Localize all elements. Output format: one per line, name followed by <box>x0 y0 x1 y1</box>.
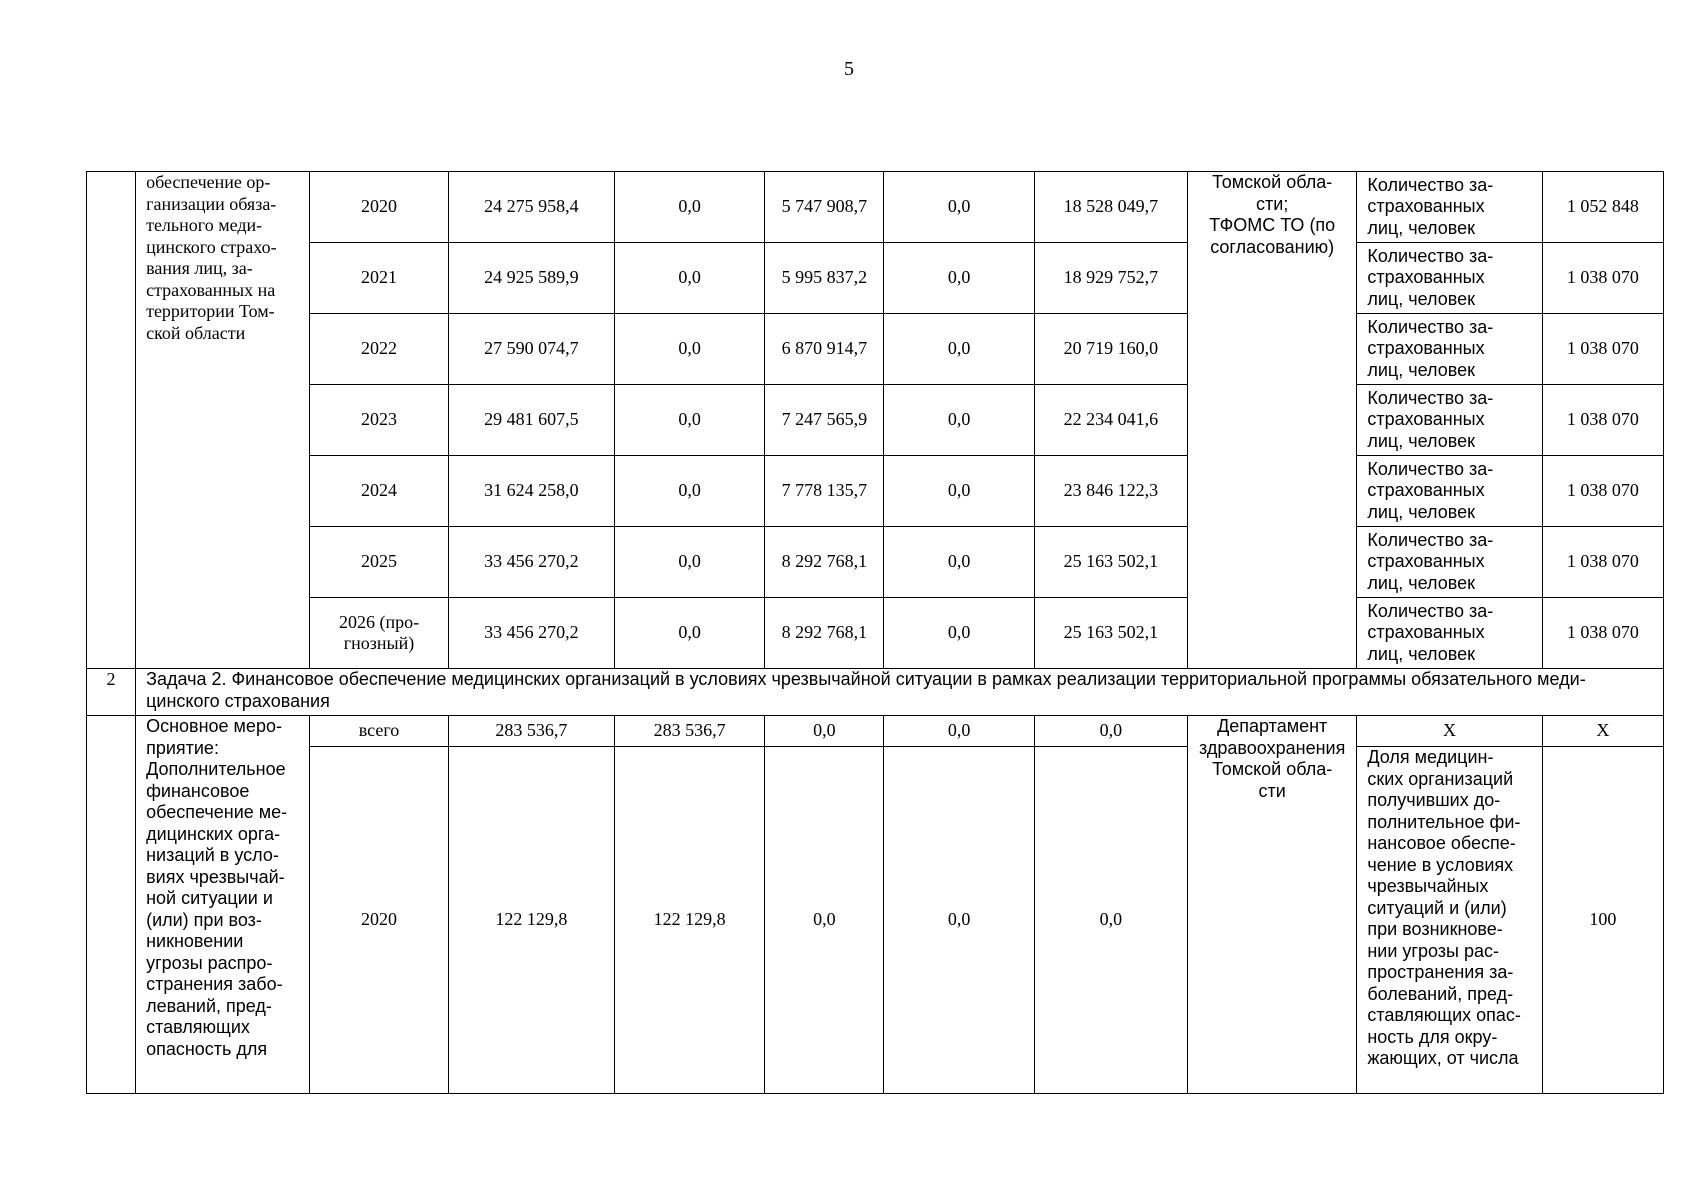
total-cell: 24 925 589,9 <box>448 243 614 314</box>
total-cell: 122 129,8 <box>448 747 614 1094</box>
indicator-value-cell: Х <box>1542 716 1663 747</box>
regional-cell: 7 778 135,7 <box>765 456 884 527</box>
total-cell: 24 275 958,4 <box>448 172 614 243</box>
table-body <box>87 172 1664 1094</box>
activity-name-cell <box>136 172 310 669</box>
activity-name-line: приятие: <box>146 737 219 758</box>
year-cell: 2024 <box>310 456 448 527</box>
regional-cell: 5 747 908,7 <box>765 172 884 243</box>
table-row <box>87 456 1664 527</box>
activity-name-line: страхованных на <box>146 279 276 300</box>
total-cell: 29 481 607,5 <box>448 385 614 456</box>
federal-cell: 122 129,8 <box>614 747 764 1094</box>
extra-budget-cell: 25 163 502,1 <box>1034 527 1187 598</box>
executor-cell <box>1188 716 1357 1094</box>
activity-name-line: низаций в усло- <box>146 845 279 865</box>
activity-name-cell <box>136 716 310 1094</box>
federal-cell: 0,0 <box>614 598 764 669</box>
indicator-value-cell: 1 052 848 <box>1542 172 1663 243</box>
regional-cell: 5 995 837,2 <box>765 243 884 314</box>
task-text-line: цинского страхования <box>146 690 330 711</box>
activity-name-line: обеспечение ор- <box>146 172 271 192</box>
indicator-line: чрезвычайных <box>1367 876 1489 896</box>
executor-line: сти <box>1258 780 1286 801</box>
local-cell: 0,0 <box>884 172 1034 243</box>
indicator-line: страхованных <box>1367 551 1485 572</box>
indicator-line: ставляющих опас- <box>1367 1005 1521 1025</box>
indicator-line: Количество за- <box>1367 529 1494 550</box>
activity-name-line: вания лиц, за- <box>146 258 253 278</box>
local-cell: 0,0 <box>884 527 1034 598</box>
extra-budget-cell: 25 163 502,1 <box>1034 598 1187 669</box>
activity-name-line: леваний, пред- <box>146 995 272 1016</box>
local-cell: 0,0 <box>884 385 1034 456</box>
federal-cell: 0,0 <box>614 385 764 456</box>
local-cell: 0,0 <box>884 747 1034 1094</box>
year-cell <box>310 598 448 669</box>
activity-name-line: опасность для <box>146 1038 268 1059</box>
table-row <box>87 243 1664 314</box>
activity-name-line: тельного меди- <box>146 215 263 235</box>
activity-name-line: финансовое <box>146 780 250 801</box>
total-cell: 283 536,7 <box>448 716 614 747</box>
indicator-line: лиц, человек <box>1367 288 1475 309</box>
indicator-cell <box>1357 172 1542 243</box>
executor-line: Томской обла- <box>1212 759 1333 779</box>
executor-line: согласованию) <box>1210 236 1335 257</box>
activity-name-line: ской области <box>146 322 246 343</box>
row-number-cell <box>87 172 136 669</box>
executor-cell <box>1188 172 1357 669</box>
indicator-line: лиц, человек <box>1367 643 1475 664</box>
program-table <box>86 171 1664 1094</box>
activity-name-line: ной ситуации и <box>146 888 273 908</box>
activity-name-line: дицинских орга- <box>146 823 281 844</box>
executor-line: сти; <box>1256 193 1289 214</box>
year-cell: всего <box>310 716 448 747</box>
year-cell: 2020 <box>310 747 448 1094</box>
indicator-line: нансовое обеспе- <box>1367 833 1516 853</box>
indicator-value-cell: 1 038 070 <box>1542 243 1663 314</box>
indicator-line: пространения за- <box>1367 962 1514 982</box>
indicator-value-cell: 1 038 070 <box>1542 456 1663 527</box>
extra-budget-cell: 18 929 752,7 <box>1034 243 1187 314</box>
total-cell: 31 624 258,0 <box>448 456 614 527</box>
indicator-line: Количество за- <box>1367 316 1494 337</box>
indicator-value-cell: 100 <box>1542 747 1663 1094</box>
federal-cell: 283 536,7 <box>614 716 764 747</box>
task-row <box>87 669 1664 716</box>
indicator-line: при возникнове- <box>1367 919 1503 939</box>
indicator-line: лиц, человек <box>1367 501 1475 522</box>
year-cell: 2023 <box>310 385 448 456</box>
total-cell: 33 456 270,2 <box>448 527 614 598</box>
indicator-line: страхованных <box>1367 480 1485 501</box>
local-cell: 0,0 <box>884 243 1034 314</box>
regional-cell: 8 292 768,1 <box>765 527 884 598</box>
indicator-line: лиц, человек <box>1367 572 1475 593</box>
indicator-line: Количество за- <box>1367 387 1494 408</box>
activity-name-line: угрозы распро- <box>146 952 273 973</box>
local-cell: 0,0 <box>884 314 1034 385</box>
indicator-cell <box>1357 456 1542 527</box>
activity-name-line: странения забо- <box>146 974 283 994</box>
indicator-line: ность для окру- <box>1367 1026 1498 1047</box>
regional-cell: 6 870 914,7 <box>765 314 884 385</box>
indicator-value-cell: 1 038 070 <box>1542 527 1663 598</box>
indicator-cell: Х <box>1357 716 1542 747</box>
activity-name-line: цинского страхо- <box>146 236 277 257</box>
indicator-line: страхованных <box>1367 267 1485 288</box>
page-number: 5 <box>844 58 854 80</box>
indicator-line: лиц, человек <box>1367 217 1475 238</box>
indicator-cell <box>1357 598 1542 669</box>
indicator-line: страхованных <box>1367 338 1485 359</box>
task-number-cell: 2 <box>87 669 136 716</box>
table-row <box>87 716 1664 747</box>
indicator-cell <box>1357 314 1542 385</box>
indicator-line: Количество за- <box>1367 600 1494 621</box>
year-cell: 2022 <box>310 314 448 385</box>
regional-cell: 0,0 <box>765 747 884 1094</box>
total-cell: 27 590 074,7 <box>448 314 614 385</box>
indicator-line: нии угрозы рас- <box>1367 940 1499 961</box>
table-row <box>87 598 1664 669</box>
table-row <box>87 385 1664 456</box>
executor-line: Томской обла- <box>1212 172 1333 192</box>
federal-cell: 0,0 <box>614 527 764 598</box>
activity-name-line: никновении <box>146 931 244 951</box>
task-text-line: Задача 2. Финансовое обеспечение медицинских организаций в условиях чрезвычайной ситуации в рамках реализации территориальной программы обязательного меди- <box>146 669 1586 689</box>
activity-name-line: Дополнительное <box>146 759 286 779</box>
year-cell: 2025 <box>310 527 448 598</box>
extra-budget-cell: 22 234 041,6 <box>1034 385 1187 456</box>
extra-budget-cell: 20 719 160,0 <box>1034 314 1187 385</box>
extra-budget-cell: 0,0 <box>1034 747 1187 1094</box>
local-cell: 0,0 <box>884 598 1034 669</box>
activity-name-line: ганизации обяза- <box>146 193 277 214</box>
year-cell: 2020 <box>310 172 448 243</box>
row-number-cell <box>87 716 136 1094</box>
activity-name-line: обеспечение ме- <box>146 802 288 822</box>
indicator-line: страхованных <box>1367 409 1485 430</box>
indicator-line: ских организаций <box>1367 768 1514 789</box>
regional-cell: 8 292 768,1 <box>765 598 884 669</box>
task-text-cell <box>136 669 1664 716</box>
indicator-line: чение в условиях <box>1367 854 1514 875</box>
executor-line: Департамент <box>1217 716 1328 736</box>
indicator-line: болеваний, пред- <box>1367 983 1514 1004</box>
extra-budget-cell: 23 846 122,3 <box>1034 456 1187 527</box>
table-row <box>87 172 1664 243</box>
federal-cell: 0,0 <box>614 172 764 243</box>
federal-cell: 0,0 <box>614 456 764 527</box>
activity-name-line: Основное меро- <box>146 716 282 736</box>
indicator-line: получивших до- <box>1367 790 1501 810</box>
activity-name-line: (или) при воз- <box>146 909 262 930</box>
executor-line: здравоохранения <box>1199 737 1346 758</box>
indicator-cell <box>1357 527 1542 598</box>
indicator-line: Количество за- <box>1367 245 1494 266</box>
year-line: 2026 (про- <box>338 611 420 632</box>
indicator-value-cell: 1 038 070 <box>1542 598 1663 669</box>
regional-cell: 0,0 <box>765 716 884 747</box>
extra-budget-cell: 0,0 <box>1034 716 1187 747</box>
local-cell: 0,0 <box>884 456 1034 527</box>
extra-budget-cell: 18 528 049,7 <box>1034 172 1187 243</box>
indicator-line: полнительное фи- <box>1367 811 1521 832</box>
indicator-cell <box>1357 747 1542 1094</box>
year-cell: 2021 <box>310 243 448 314</box>
local-cell: 0,0 <box>884 716 1034 747</box>
indicator-cell <box>1357 243 1542 314</box>
indicator-line: жающих, от числа <box>1367 1048 1519 1068</box>
regional-cell: 7 247 565,9 <box>765 385 884 456</box>
indicator-value-cell: 1 038 070 <box>1542 314 1663 385</box>
indicator-line: ситуаций и (или) <box>1367 897 1507 918</box>
indicator-line: лиц, человек <box>1367 430 1475 451</box>
indicator-line: лиц, человек <box>1367 359 1475 380</box>
indicator-line: страхованных <box>1367 196 1485 217</box>
table-row <box>87 747 1664 1094</box>
indicator-cell <box>1357 385 1542 456</box>
federal-cell: 0,0 <box>614 314 764 385</box>
total-cell: 33 456 270,2 <box>448 598 614 669</box>
year-line: гнозный) <box>343 633 415 653</box>
indicator-value-cell: 1 038 070 <box>1542 385 1663 456</box>
activity-name-line: виях чрезвычай- <box>146 866 285 887</box>
table-row <box>87 527 1664 598</box>
table-row <box>87 314 1664 385</box>
federal-cell: 0,0 <box>614 243 764 314</box>
activity-name-line: территории Том- <box>146 301 275 321</box>
indicator-line: страхованных <box>1367 622 1485 643</box>
activity-name-line: ставляющих <box>146 1017 250 1037</box>
executor-line: ТФОМС ТО (по <box>1209 215 1336 235</box>
indicator-line: Количество за- <box>1367 458 1494 479</box>
indicator-line: Количество за- <box>1367 174 1494 195</box>
indicator-line: Доля медицин- <box>1367 747 1494 767</box>
